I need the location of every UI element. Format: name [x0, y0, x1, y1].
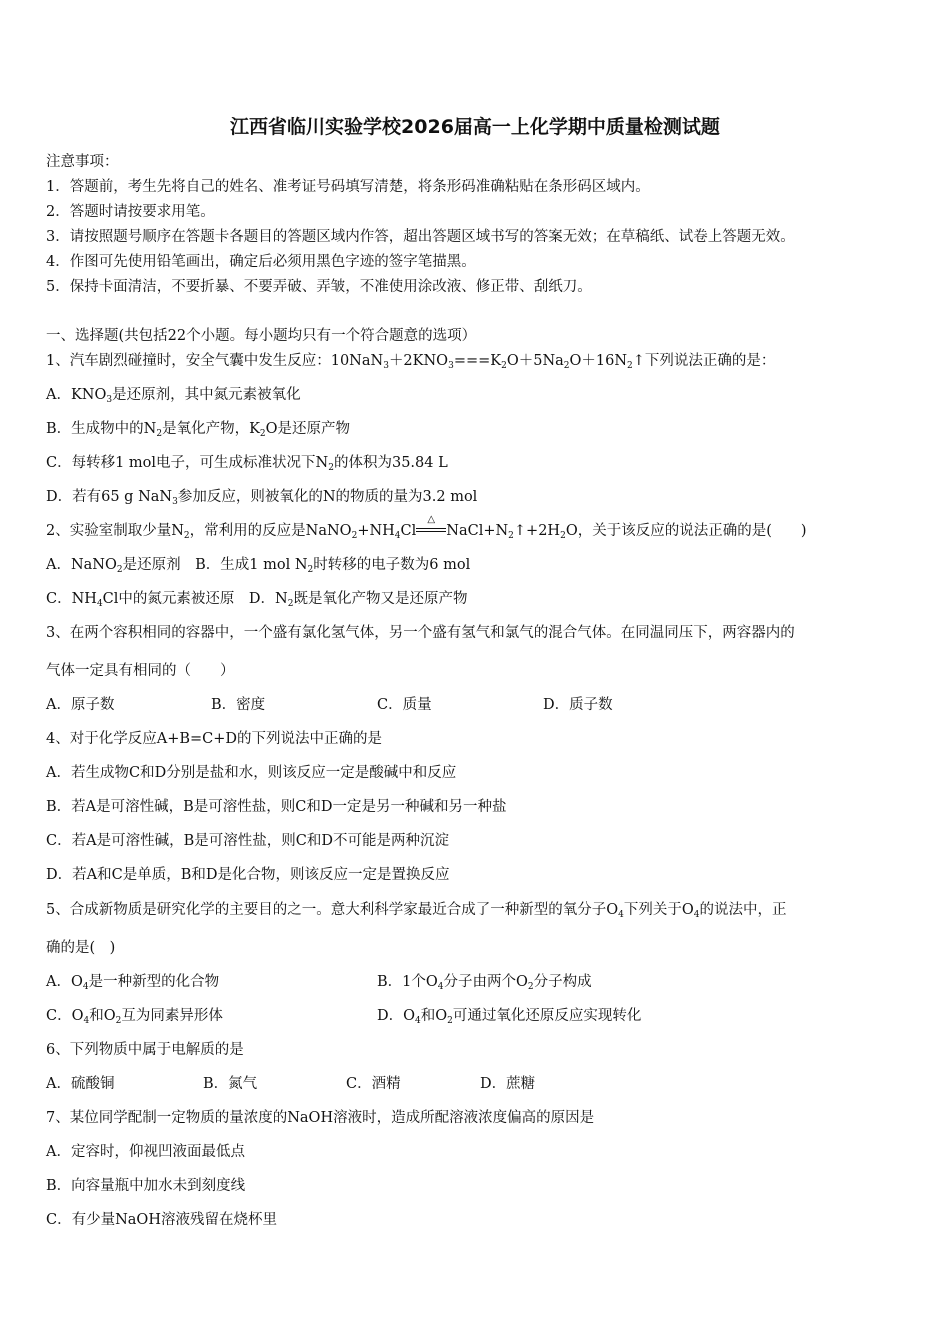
- notice-item-1: 1．答题前，考生先将自己的姓名、准考证号码填写清楚，将条形码准确粘贴在条形码区域内。: [46, 179, 650, 195]
- question-1-option-a: A．$KNO_3$是还原剂，其中氮元素被氧化: [46, 387, 301, 405]
- question-3-option-b: B．密度: [211, 697, 266, 713]
- question-4-option-a: A．若生成物C和D分别是盐和水，则该反应一定是酸碱中和反应: [46, 765, 457, 781]
- question-2-stem: 2、实验室制取少量$N_2$，常利用的反应是$NaNO_2+NH_4Cl$ △ $NaCl+N_2↑+2H_2O$，关于该反应的说法正确的是( ): [46, 514, 807, 541]
- notice-item-2: 2．答题时请按要求用笔。: [46, 204, 215, 220]
- question-6-option-d: D．蔗糖: [480, 1076, 536, 1092]
- question-5-stem-line-1: 5、合成新物质是研究化学的主要目的之一。意大利科学家最近合成了一种新型的氧分子$O_4$下列关于$O_4$的说法中，正: [46, 902, 787, 920]
- question-1-option-b: B．生成物中的$N_2$是氧化产物，$K_2O$是还原产物: [46, 421, 351, 439]
- heat-condition-sign: △: [416, 521, 446, 541]
- question-3-stem-line-2: 气体一定具有相同的（ ）: [46, 663, 235, 679]
- question-1-option-c: C．每转移1 mol电子，可生成标准状况下$N_2$的体积为35.84 L: [46, 455, 448, 473]
- question-5-stem-line-2: 确的是( ): [46, 940, 116, 956]
- notice-item-4: 4．作图可先使用铅笔画出，确定后必须用黑色字迹的签字笔描黑。: [46, 254, 476, 270]
- question-7-option-b: B．向容量瓶中加水未到刻度线: [46, 1178, 246, 1194]
- question-6-option-b: B．氮气: [203, 1076, 258, 1092]
- question-4-option-b: B．若A是可溶性碱，B是可溶性盐，则C和D一定是另一种碱和另一种盐: [46, 799, 507, 815]
- question-5-option-b: B．1个$O_4$分子由两个$O_2$分子构成: [377, 974, 592, 992]
- notice-item-5: 5．保持卡面清洁，不要折暴、不要弄破、弄皱，不准使用涂改液、修正带、刮纸刀。: [46, 279, 592, 295]
- question-7-stem: 7、某位同学配制一定物质的量浓度的NaOH溶液时，造成所配溶液浓度偏高的原因是: [46, 1110, 595, 1126]
- question-5-option-a: A．$O_4$是一种新型的化合物: [46, 974, 220, 992]
- question-4-option-c: C．若A是可溶性碱，B是可溶性盐，则C和D不可能是两种沉淀: [46, 833, 449, 849]
- question-1-option-d: D．若有65 g NaN$_3$参加反应，则被氧化的N的物质的量为3.2 mol: [46, 489, 478, 507]
- section-heading: 一、选择题(共包括22个小题。每小题均只有一个符合题意的选项）: [46, 328, 477, 344]
- question-5-option-c: C．$O_4$和$O_2$互为同素异形体: [46, 1008, 223, 1026]
- question-4-option-d: D．若A和C是单质，B和D是化合物，则该反应一定是置换反应: [46, 867, 450, 883]
- question-3-option-d: D．质子数: [543, 697, 613, 713]
- question-7-option-c: C．有少量NaOH溶液残留在烧杯里: [46, 1212, 277, 1228]
- question-3-option-a: A．原子数: [46, 697, 115, 713]
- question-1-stem: 1、汽车剧烈碰撞时，安全气囊中发生反应：$10NaN_3+2KNO_3===K_2O+5Na_2O+16N_2↑$下列说法正确的是：: [46, 353, 776, 371]
- question-6-stem: 6、下列物质中属于电解质的是: [46, 1042, 244, 1058]
- question-4-stem: 4、对于化学反应A+B=C+D的下列说法中正确的是: [46, 731, 383, 747]
- notice-heading: 注意事项：: [46, 154, 119, 170]
- question-3-stem-line-1: 3、在两个容积相同的容器中，一个盛有氯化氢气体，另一个盛有氢气和氯气的混合气体。在同温同压下，两容器内的: [46, 625, 795, 641]
- question-6-option-c: C．酒精: [346, 1076, 401, 1092]
- notice-item-3: 3．请按照题号顺序在答题卡各题目的答题区域内作答，超出答题区域书写的答案无效；在草稿纸、试卷上答题无效。: [46, 229, 795, 245]
- question-2-options-cd: C．$NH_4Cl$中的氮元素被还原 D．$N_2$既是氧化产物又是还原产物: [46, 591, 468, 609]
- question-2-options-ab: A．NaNO$_2$是还原剂 B．生成1 mol $N_2$时转移的电子数为6 mol: [46, 557, 471, 575]
- page-title: 江西省临川实验学校2026届高一上化学期中质量检测试题: [230, 116, 720, 138]
- question-5-option-d: D．$O_4$和$O_2$可通过氧化还原反应实现转化: [377, 1008, 642, 1026]
- question-7-option-a: A．定容时，仰视凹液面最低点: [46, 1144, 245, 1160]
- question-6-option-a: A．硫酸铜: [46, 1076, 115, 1092]
- question-3-option-c: C．质量: [377, 697, 432, 713]
